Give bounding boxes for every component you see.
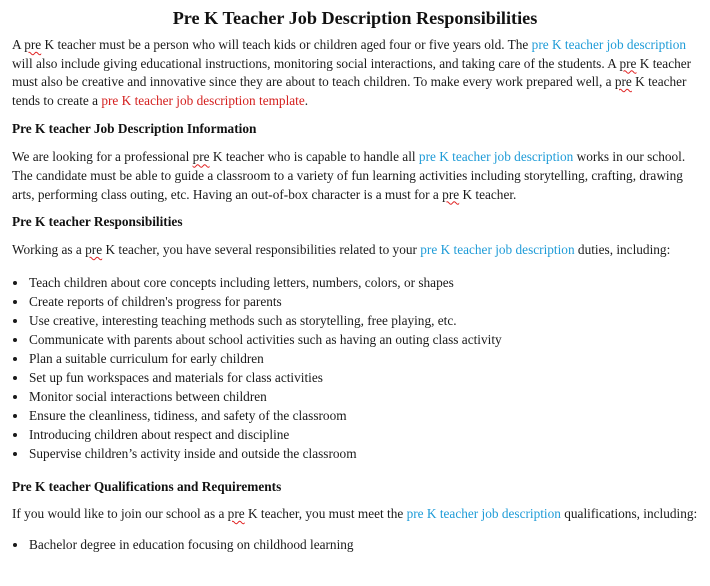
list-item: Communicate with parents about school activities such as having an outing class activity <box>12 330 698 349</box>
job-description-link[interactable]: pre K teacher job description <box>531 37 687 52</box>
list-item: Set up fun workspaces and materials for class activities <box>12 368 698 387</box>
spell-flag-word: pre <box>85 242 103 258</box>
intro-text: K teacher must be a person who will teach kids or children aged four or five years old. The <box>41 37 532 52</box>
responsibilities-intro <box>12 241 698 260</box>
list-item: Monitor social interactions between children <box>12 387 698 406</box>
job-description-link[interactable]: pre K teacher job description <box>420 242 575 258</box>
page-title: Pre K Teacher Job Description Responsibilities <box>172 8 538 28</box>
intro-text: A <box>12 37 25 52</box>
spell-flag-word: pre <box>442 186 460 202</box>
information-paragraph <box>12 148 698 204</box>
job-description-link[interactable]: pre K teacher job description <box>406 505 561 521</box>
spell-flag-word: pre <box>619 55 637 71</box>
qualifications-list <box>12 535 698 554</box>
section-heading-qualifications: Pre K teacher Qualifications and Requirements <box>12 478 282 494</box>
list-item: Ensure the cleanliness, tidiness, and safety of the classroom <box>12 406 698 425</box>
spell-flag-word: pre <box>24 37 42 52</box>
intro-text: K teacher must also be creative and innovative since they are about to teach children. To make every work prepared well, a <box>12 55 692 90</box>
resp-intro-text: duties, including: <box>574 242 671 258</box>
list-item: Use creative, interesting teaching methods such as storytelling, free playing, etc. <box>12 311 698 330</box>
list-item: Plan a suitable curriculum for early children <box>12 349 698 368</box>
section-heading-information: Pre K teacher Job Description Information <box>12 121 257 137</box>
intro-text: . <box>304 92 309 108</box>
info-text: We are looking for a professional <box>12 149 193 165</box>
list-item: Create reports of children's progress for parents <box>12 292 698 311</box>
document-page <box>12 0 698 554</box>
spell-flag-word: pre <box>614 74 632 90</box>
info-text: K teacher. <box>459 186 517 202</box>
qual-intro-text: qualifications, including: <box>560 505 698 521</box>
intro-text: K teacher tends to create a <box>12 74 687 108</box>
spell-flag-word: pre <box>227 505 245 521</box>
info-text: works in our school. The candidate must be able to guide a classroom to a variety of fun learning activities including storytelling, crafting, drawing arts, performing class outing, etc. Having an out-of-box character is a must for a <box>12 149 686 202</box>
list-item: Introducing children about respect and discipline <box>12 425 698 444</box>
qual-intro-text: K teacher, you must meet the <box>244 505 407 521</box>
intro-paragraph <box>12 36 698 110</box>
list-item: Teach children about core concepts including letters, numbers, colors, or shapes <box>12 273 698 292</box>
qual-intro-text: If you would like to join our school as a <box>12 505 228 521</box>
qualifications-intro <box>12 505 698 524</box>
section-heading-responsibilities: Pre K teacher Responsibilities <box>12 214 183 230</box>
responsibilities-list <box>12 273 698 463</box>
list-item: Bachelor degree in education focusing on childhood learning <box>12 535 698 554</box>
list-item: Supervise children’s activity inside and outside the classroom <box>12 444 698 463</box>
info-text: K teacher who is capable to handle all <box>209 149 419 165</box>
resp-intro-text: Working as a <box>12 242 86 258</box>
resp-intro-text: K teacher, you have several responsibilities related to your <box>102 242 421 258</box>
job-description-template-link[interactable]: pre K teacher job description template <box>101 92 305 108</box>
intro-text: will also include giving educational instructions, monitoring social interactions, and taking care of the students. A <box>12 55 620 71</box>
job-description-link[interactable]: pre K teacher job description <box>418 149 574 165</box>
spell-flag-word: pre <box>192 149 210 165</box>
